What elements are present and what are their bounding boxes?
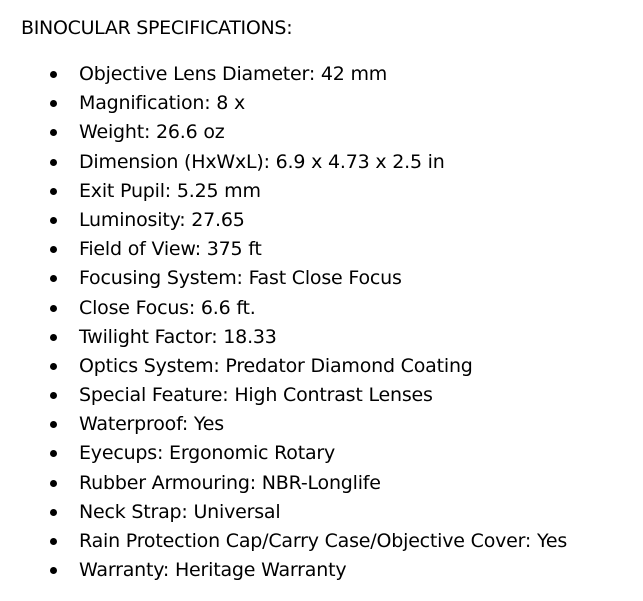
spec-text: Luminosity: 27.65	[79, 208, 245, 231]
spec-text: Exit Pupil: 5.25 mm	[79, 179, 261, 202]
bullet-icon	[50, 538, 57, 545]
bullet-icon	[50, 567, 57, 574]
bullet-icon	[50, 275, 57, 282]
spec-text: Eyecups: Ergonomic Rotary	[79, 442, 336, 465]
bullet-icon	[50, 334, 57, 341]
spec-text: Optics System: Predator Diamond Coating	[79, 354, 473, 377]
bullet-icon	[50, 450, 57, 457]
page-title: BINOCULAR SPECIFICATIONS:	[21, 17, 293, 39]
bullet-icon	[50, 305, 57, 312]
spec-text: Neck Strap: Universal	[79, 500, 281, 523]
spec-text: Weight: 26.6 oz	[79, 121, 225, 144]
bullet-icon	[50, 188, 57, 195]
bullet-icon	[50, 71, 57, 78]
bullet-icon	[50, 100, 57, 107]
bullet-icon	[50, 421, 57, 428]
bullet-icon	[50, 129, 57, 136]
bullet-icon	[50, 480, 57, 487]
spec-text: Rain Protection Cap/Carry Case/Objective Cover: Yes	[79, 530, 568, 552]
spec-text: Waterproof: Yes	[79, 413, 224, 436]
spec-text: Objective Lens Diameter: 42 mm	[79, 63, 388, 85]
bullet-icon	[50, 246, 57, 253]
spec-text: Field of View: 375 ft	[79, 238, 262, 261]
spec-text: Close Focus: 6.6 ft.	[79, 296, 256, 319]
spec-text: Warranty: Heritage Warranty	[79, 559, 347, 582]
spec-text: Rubber Armouring: NBR-Longlife	[79, 471, 381, 494]
spec-text: Focusing System: Fast Close Focus	[79, 267, 402, 290]
spec-text: Dimension (HxWxL): 6.9 x 4.73 x 2.5 in	[79, 150, 445, 173]
bullet-icon	[50, 159, 57, 166]
bullet-icon	[50, 363, 57, 370]
spec-text: Twilight Factor: 18.33	[79, 325, 277, 348]
bullet-icon	[50, 217, 57, 224]
bullet-icon	[50, 509, 57, 516]
spec-text: Special Feature: High Contrast Lenses	[79, 384, 433, 407]
bullet-icon	[50, 392, 57, 399]
spec-text: Magnification: 8 x	[79, 92, 246, 115]
